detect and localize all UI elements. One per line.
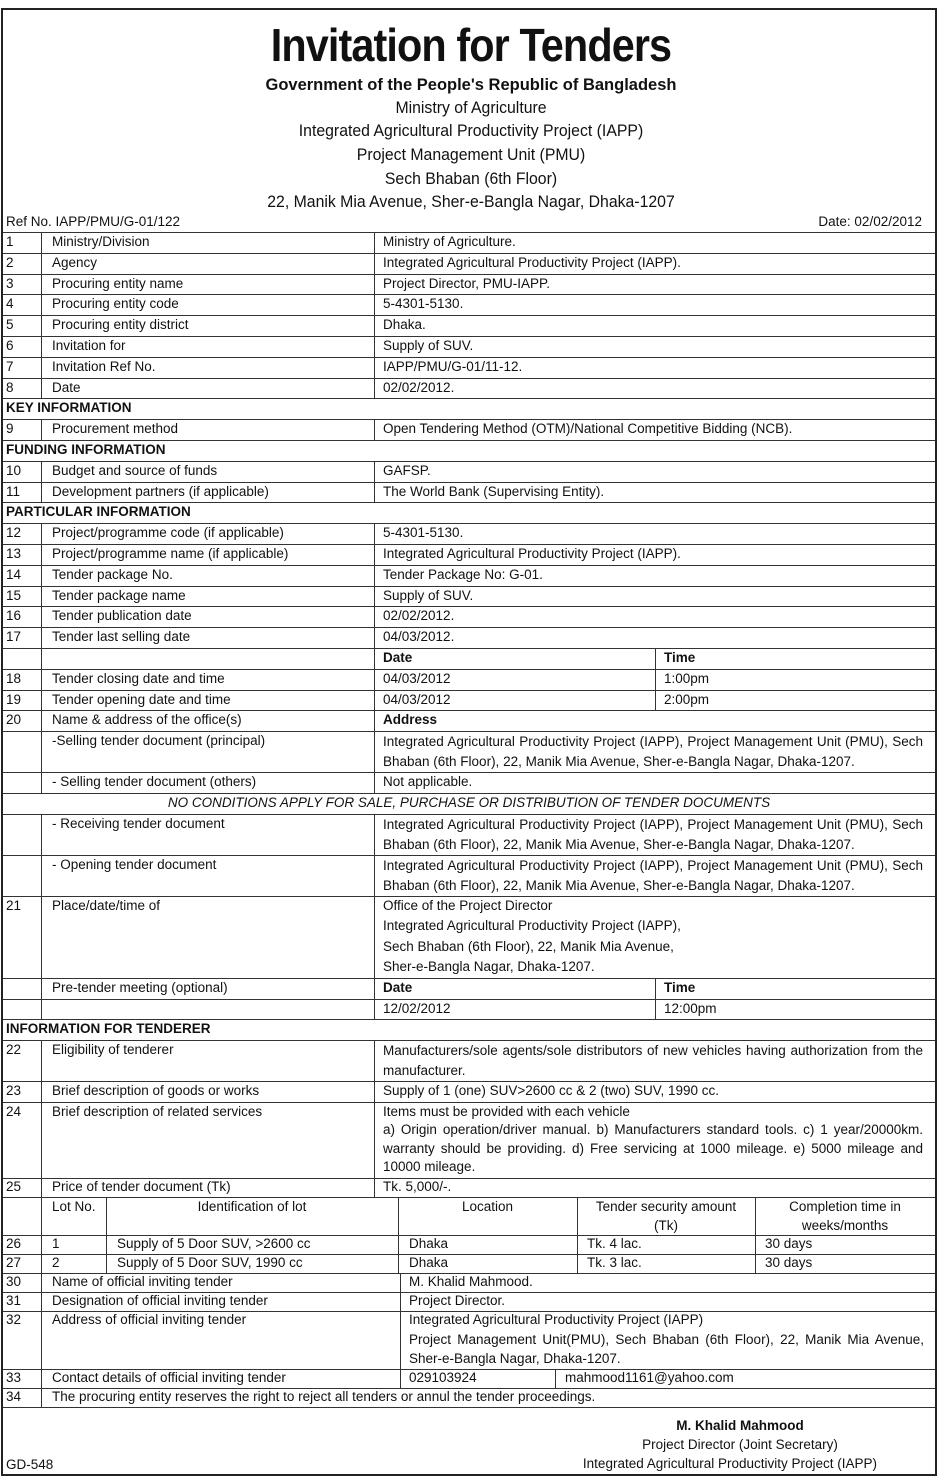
column-divider — [106, 1197, 107, 1235]
column-divider — [755, 1254, 756, 1273]
row-date: 12/02/2012 — [383, 1000, 451, 1016]
column-divider — [374, 855, 375, 896]
row-label: Tender package name — [52, 587, 186, 603]
column-divider — [400, 1311, 401, 1369]
row-label: Procuring entity name — [52, 275, 184, 291]
row-number: 3 — [6, 275, 14, 291]
row-number: 15 — [6, 587, 22, 603]
row-label: Procurement method — [52, 421, 179, 437]
row-number: 19 — [6, 691, 22, 707]
column-divider — [106, 1254, 107, 1273]
column-divider — [41, 855, 42, 896]
column-divider — [374, 294, 375, 315]
row-value: Tk. 5,000/-. — [383, 1179, 452, 1194]
row-label: Tender opening date and time — [52, 691, 231, 707]
row-label: Procuring entity district — [52, 317, 189, 333]
column-divider — [577, 1197, 578, 1235]
lot-location: Dhaka — [409, 1236, 449, 1251]
column-divider — [398, 1235, 399, 1254]
address-line: 22, Manik Mia Avenue, Sher-e-Bangla Nagar, Dhaka-1207 — [267, 192, 675, 211]
row-label: - Opening tender document — [52, 856, 217, 872]
column-divider — [374, 461, 375, 482]
row-time: 12:00pm — [664, 1000, 717, 1016]
row-label: Budget and source of funds — [52, 462, 218, 478]
row-number: 20 — [6, 712, 22, 728]
lot-security: Tk. 3 lac. — [587, 1255, 642, 1270]
row-label: Brief description of related services — [52, 1104, 263, 1119]
signatory-name: M. Khalid Mahmood — [676, 1418, 804, 1433]
column-divider — [41, 274, 42, 295]
column-divider — [374, 482, 375, 503]
row-label: Brief description of goods or works — [52, 1083, 260, 1099]
section-heading: INFORMATION FOR TENDERER — [6, 1021, 211, 1037]
row-divider — [3, 999, 935, 1000]
row-value: Open Tendering Method (OTM)/National Competitive Bidding (NCB). — [383, 421, 793, 437]
project-line: Integrated Agricultural Productivity Project (IAPP) — [298, 121, 644, 140]
column-divider — [577, 1254, 578, 1273]
row-value: Supply of SUV. — [383, 338, 474, 353]
row-label: Agency — [52, 254, 98, 270]
row-value: Integrated Agricultural Productivity Project (IAPP). — [383, 254, 681, 270]
column-divider — [41, 1254, 42, 1273]
column-divider — [41, 999, 42, 1020]
row-value: 02/02/2012. — [383, 379, 455, 395]
column-divider — [374, 772, 375, 793]
column-divider — [41, 461, 42, 482]
column-divider — [41, 648, 42, 669]
row-value: Not applicable. — [383, 774, 473, 790]
lot-identification: Supply of 5 Door SUV, 1990 cc — [117, 1255, 303, 1270]
lot-completion: 30 days — [765, 1255, 813, 1270]
row-label: Date — [52, 379, 81, 395]
unit-line: Project Management Unit (PMU) — [356, 145, 586, 164]
column-divider — [374, 1102, 375, 1178]
column-divider — [374, 648, 375, 669]
row-number: 9 — [6, 421, 14, 437]
row-value: Address — [383, 712, 438, 728]
row-value-line: Integrated Agricultural Productivity Project (IAPP), — [383, 918, 681, 934]
column-divider — [41, 232, 42, 253]
column-divider — [41, 627, 42, 648]
column-divider — [41, 1369, 42, 1388]
row-value: Supply of 1 (one) SUV>2600 cc & 2 (two) SUV, 1990 cc. — [383, 1083, 720, 1099]
contact-email: mahmood1161@yahoo.com — [565, 1370, 734, 1385]
closing-statement: The procuring entity reserves the right to reject all tenders or annul the tender proceedings. — [52, 1389, 596, 1404]
row-label: Name & address of the office(s) — [52, 712, 242, 728]
column-divider — [374, 627, 375, 648]
column-divider — [755, 1197, 756, 1235]
column-divider — [41, 523, 42, 544]
column-divider — [41, 896, 42, 978]
column-divider — [41, 731, 42, 772]
row-number: 26 — [6, 1236, 22, 1251]
signatory-organization: Integrated Agricultural Productivity Project (IAPP) — [582, 1456, 878, 1471]
signatory-title: Project Director (Joint Secretary) — [642, 1437, 838, 1452]
column-divider — [374, 710, 375, 731]
lot-number: 2 — [52, 1255, 60, 1270]
row-time: 2:00pm — [664, 691, 710, 707]
column-divider — [41, 1040, 42, 1081]
column-divider — [41, 1273, 42, 1292]
row-number: 23 — [6, 1083, 22, 1099]
row-label: Ministry/Division — [52, 234, 150, 249]
column-divider — [41, 315, 42, 336]
column-divider — [41, 544, 42, 565]
row-number: 25 — [6, 1179, 22, 1194]
column-divider — [374, 978, 375, 999]
row-value: M. Khalid Mahmood. — [409, 1274, 533, 1289]
date-heading: Date — [383, 979, 413, 995]
section-heading: FUNDING INFORMATION — [6, 442, 166, 457]
row-number: 7 — [6, 358, 14, 374]
row-number: 31 — [6, 1293, 22, 1308]
row-label: Address of official inviting tender — [52, 1312, 247, 1327]
column-divider — [655, 690, 656, 711]
row-value-line: Items must be provided with each vehicle — [383, 1104, 630, 1119]
row-number: 14 — [6, 566, 22, 582]
column-divider — [655, 648, 656, 669]
lot-location: Dhaka — [409, 1255, 449, 1270]
row-time: 1:00pm — [664, 670, 710, 686]
lot-identification: Supply of 5 Door SUV, >2600 cc — [117, 1236, 311, 1251]
column-divider — [374, 999, 375, 1020]
column-divider — [374, 1081, 375, 1102]
row-value: 02/02/2012. — [383, 608, 455, 624]
column-divider — [374, 336, 375, 357]
column-divider — [374, 565, 375, 586]
row-number: 16 — [6, 608, 22, 624]
row-number: 33 — [6, 1370, 22, 1385]
row-divider — [3, 1407, 935, 1408]
column-divider — [655, 669, 656, 690]
row-divider — [3, 378, 935, 379]
row-label: Place/date/time of — [52, 897, 161, 913]
column-divider — [398, 1254, 399, 1273]
column-divider — [374, 669, 375, 690]
column-divider — [655, 978, 656, 999]
row-number: 22 — [6, 1042, 22, 1058]
lot-number: 1 — [52, 1236, 60, 1251]
lot-completion: 30 days — [765, 1236, 813, 1251]
column-divider — [41, 357, 42, 378]
column-divider — [41, 586, 42, 607]
row-value: GAFSP. — [383, 462, 431, 478]
row-value: 04/03/2012. — [383, 629, 455, 645]
row-value: 5-4301-5130. — [383, 525, 464, 541]
lot-heading: Identification of lot — [197, 1199, 307, 1214]
column-divider — [41, 1197, 42, 1235]
column-divider — [400, 1292, 401, 1311]
row-number: 32 — [6, 1312, 22, 1327]
conditions-notice: NO CONDITIONS APPLY FOR SALE, PURCHASE OR DISTRIBUTION OF TENDER DOCUMENTS — [167, 795, 771, 810]
column-divider — [374, 419, 375, 440]
column-divider — [41, 253, 42, 274]
column-divider — [374, 523, 375, 544]
row-value: Dhaka. — [383, 317, 426, 333]
column-divider — [41, 1081, 42, 1102]
government-line: Government of the People's Republic of Bangladesh — [265, 76, 677, 94]
column-divider — [577, 1235, 578, 1254]
column-divider — [374, 253, 375, 274]
column-divider — [555, 1369, 556, 1388]
row-value: Ministry of Agriculture. — [383, 234, 516, 249]
lot-security: Tk. 4 lac. — [587, 1236, 642, 1251]
row-value: Manufacturers/sole agents/sole distributors of new vehicles having authorization from the manufacturer. — [383, 1043, 923, 1079]
column-divider — [41, 772, 42, 793]
column-divider — [374, 1040, 375, 1081]
footer-code: GD-548 — [6, 1457, 54, 1472]
building-line: Sech Bhaban (6th Floor) — [384, 169, 558, 188]
row-number: 30 — [6, 1274, 22, 1289]
row-value: Integrated Agricultural Productivity Project (IAPP), Project Management Unit (PMU), Sech Bhaban (6th Floor), 22, Manik Mia Avenue, Sher-e-Bangla Nagar, Dhaka-1207. — [383, 734, 923, 770]
row-number: 6 — [6, 338, 14, 353]
row-number: 27 — [6, 1255, 22, 1270]
column-divider — [41, 1178, 42, 1197]
column-divider — [374, 606, 375, 627]
row-label: Invitation for — [52, 338, 126, 353]
column-divider — [755, 1235, 756, 1254]
row-label: Price of tender document (Tk) — [52, 1179, 231, 1194]
row-date: 04/03/2012 — [383, 691, 451, 707]
contact-phone: 029103924 — [409, 1370, 477, 1385]
column-divider — [374, 586, 375, 607]
column-divider — [41, 378, 42, 399]
row-value: Supply of SUV. — [383, 587, 474, 603]
row-number: 2 — [6, 254, 14, 270]
row-number: 13 — [6, 546, 22, 561]
column-divider — [374, 1178, 375, 1197]
row-number: 8 — [6, 379, 14, 395]
column-divider — [374, 378, 375, 399]
row-label: Tender last selling date — [52, 629, 191, 645]
column-divider — [374, 814, 375, 855]
lot-heading: Tender security amount (Tk) — [595, 1199, 737, 1233]
row-label: Procuring entity code — [52, 296, 179, 312]
column-divider — [41, 690, 42, 711]
lot-heading: Lot No. — [52, 1199, 96, 1214]
date-heading: Date — [383, 650, 413, 665]
row-number: 24 — [6, 1104, 22, 1119]
column-divider — [41, 978, 42, 999]
row-number: 21 — [6, 897, 22, 913]
row-label: Pre-tender meeting (optional) — [52, 979, 228, 995]
row-number: 10 — [6, 462, 22, 478]
column-divider — [400, 1369, 401, 1388]
lot-heading: Completion time in weeks/months — [789, 1199, 901, 1233]
section-heading: KEY INFORMATION — [6, 400, 132, 416]
row-label: Invitation Ref No. — [52, 358, 156, 374]
column-divider — [41, 1292, 42, 1311]
row-divider — [3, 648, 935, 649]
column-divider — [41, 1388, 42, 1407]
lot-heading: Location — [461, 1199, 514, 1214]
column-divider — [41, 606, 42, 627]
column-divider — [41, 710, 42, 731]
row-value-line: Sher-e-Bangla Nagar, Dhaka-1207. — [383, 959, 595, 975]
row-value: Project Management Unit(PMU), Sech Bhaban (6th Floor), 22, Manik Mia Avenue, Sher-e-Bangla Nagar, Dhaka-1207. — [409, 1332, 924, 1366]
column-divider — [41, 336, 42, 357]
column-divider — [400, 1273, 401, 1292]
time-heading: Time — [664, 979, 696, 995]
row-value: IAPP/PMU/G-01/11-12. — [383, 358, 523, 374]
row-number: 4 — [6, 296, 14, 312]
ministry-line: Ministry of Agriculture — [395, 98, 547, 117]
column-divider — [41, 565, 42, 586]
column-divider — [374, 315, 375, 336]
row-value: Integrated Agricultural Productivity Project (IAPP), Project Management Unit (PMU), Sech Bhaban (6th Floor), 22, Manik Mia Avenue, Sher-e-Bangla Nagar, Dhaka-1207. — [383, 857, 923, 893]
row-value: 5-4301-5130. — [383, 296, 464, 312]
row-value-line: Integrated Agricultural Productivity Project (IAPP) — [409, 1312, 704, 1327]
column-divider — [41, 294, 42, 315]
column-divider — [374, 232, 375, 253]
row-label: Tender closing date and time — [52, 670, 225, 686]
column-divider — [41, 814, 42, 855]
column-divider — [41, 669, 42, 690]
row-value: a) Origin operation/driver manual. b) Manufacturers standard tools. c) 1 year/20000km. warranty should be providing. d) Free servicing at 1000 mileage. e) 5000 mileage and 10000 mileage. — [383, 1122, 923, 1174]
column-divider — [41, 419, 42, 440]
reference-number: Ref No. IAPP/PMU/G-01/122 — [6, 214, 181, 229]
row-value-line: Sech Bhaban (6th Floor), 22, Manik Mia Avenue, — [383, 938, 674, 954]
column-divider — [374, 896, 375, 978]
column-divider — [106, 1235, 107, 1254]
row-value: The World Bank (Supervising Entity). — [383, 483, 605, 499]
row-number: 17 — [6, 629, 22, 645]
column-divider — [655, 999, 656, 1020]
row-label: Project/programme name (if applicable) — [52, 546, 289, 561]
row-label: Tender publication date — [52, 608, 192, 624]
column-divider — [374, 274, 375, 295]
row-label: Project/programme code (if applicable) — [52, 525, 284, 541]
row-value-line: Office of the Project Director — [383, 897, 553, 913]
row-label: - Receiving tender document — [52, 815, 225, 831]
row-label: Tender package No. — [52, 566, 173, 582]
page-title: Invitation for Tenders — [270, 19, 672, 71]
row-number: 34 — [6, 1389, 22, 1404]
row-label: Contact details of official inviting tender — [52, 1370, 286, 1385]
row-label: Designation of official inviting tender — [52, 1293, 268, 1308]
row-number: 11 — [6, 483, 21, 499]
row-number: 1 — [6, 234, 14, 249]
column-divider — [374, 357, 375, 378]
column-divider — [41, 1311, 42, 1369]
row-value: Integrated Agricultural Productivity Project (IAPP). — [383, 546, 681, 561]
column-divider — [374, 690, 375, 711]
section-heading: PARTICULAR INFORMATION — [6, 504, 191, 520]
column-divider — [41, 1235, 42, 1254]
row-number: 12 — [6, 525, 22, 541]
row-value: Tender Package No: G-01. — [383, 566, 543, 582]
column-divider — [398, 1197, 399, 1235]
notice-date: Date: 02/02/2012 — [818, 214, 922, 229]
row-number: 5 — [6, 317, 14, 333]
row-number: 18 — [6, 670, 22, 686]
row-value: Project Director, PMU-IAPP. — [383, 275, 551, 291]
row-value: Integrated Agricultural Productivity Project (IAPP), Project Management Unit (PMU), Sech Bhaban (6th Floor), 22, Manik Mia Avenue, Sher-e-Bangla Nagar, Dhaka-1207. — [383, 816, 923, 852]
row-value: Project Director. — [409, 1293, 506, 1308]
column-divider — [374, 544, 375, 565]
row-date: 04/03/2012 — [383, 670, 451, 686]
column-divider — [41, 1102, 42, 1178]
row-label: -Selling tender document (principal) — [52, 733, 266, 749]
row-divider — [3, 398, 935, 399]
row-label: Name of official inviting tender — [52, 1274, 233, 1289]
column-divider — [41, 482, 42, 503]
column-divider — [374, 731, 375, 772]
row-label: Eligibility of tenderer — [52, 1042, 174, 1058]
row-label: - Selling tender document (others) — [52, 774, 257, 790]
row-label: Development partners (if applicable) — [52, 483, 269, 499]
time-heading: Time — [664, 650, 696, 665]
